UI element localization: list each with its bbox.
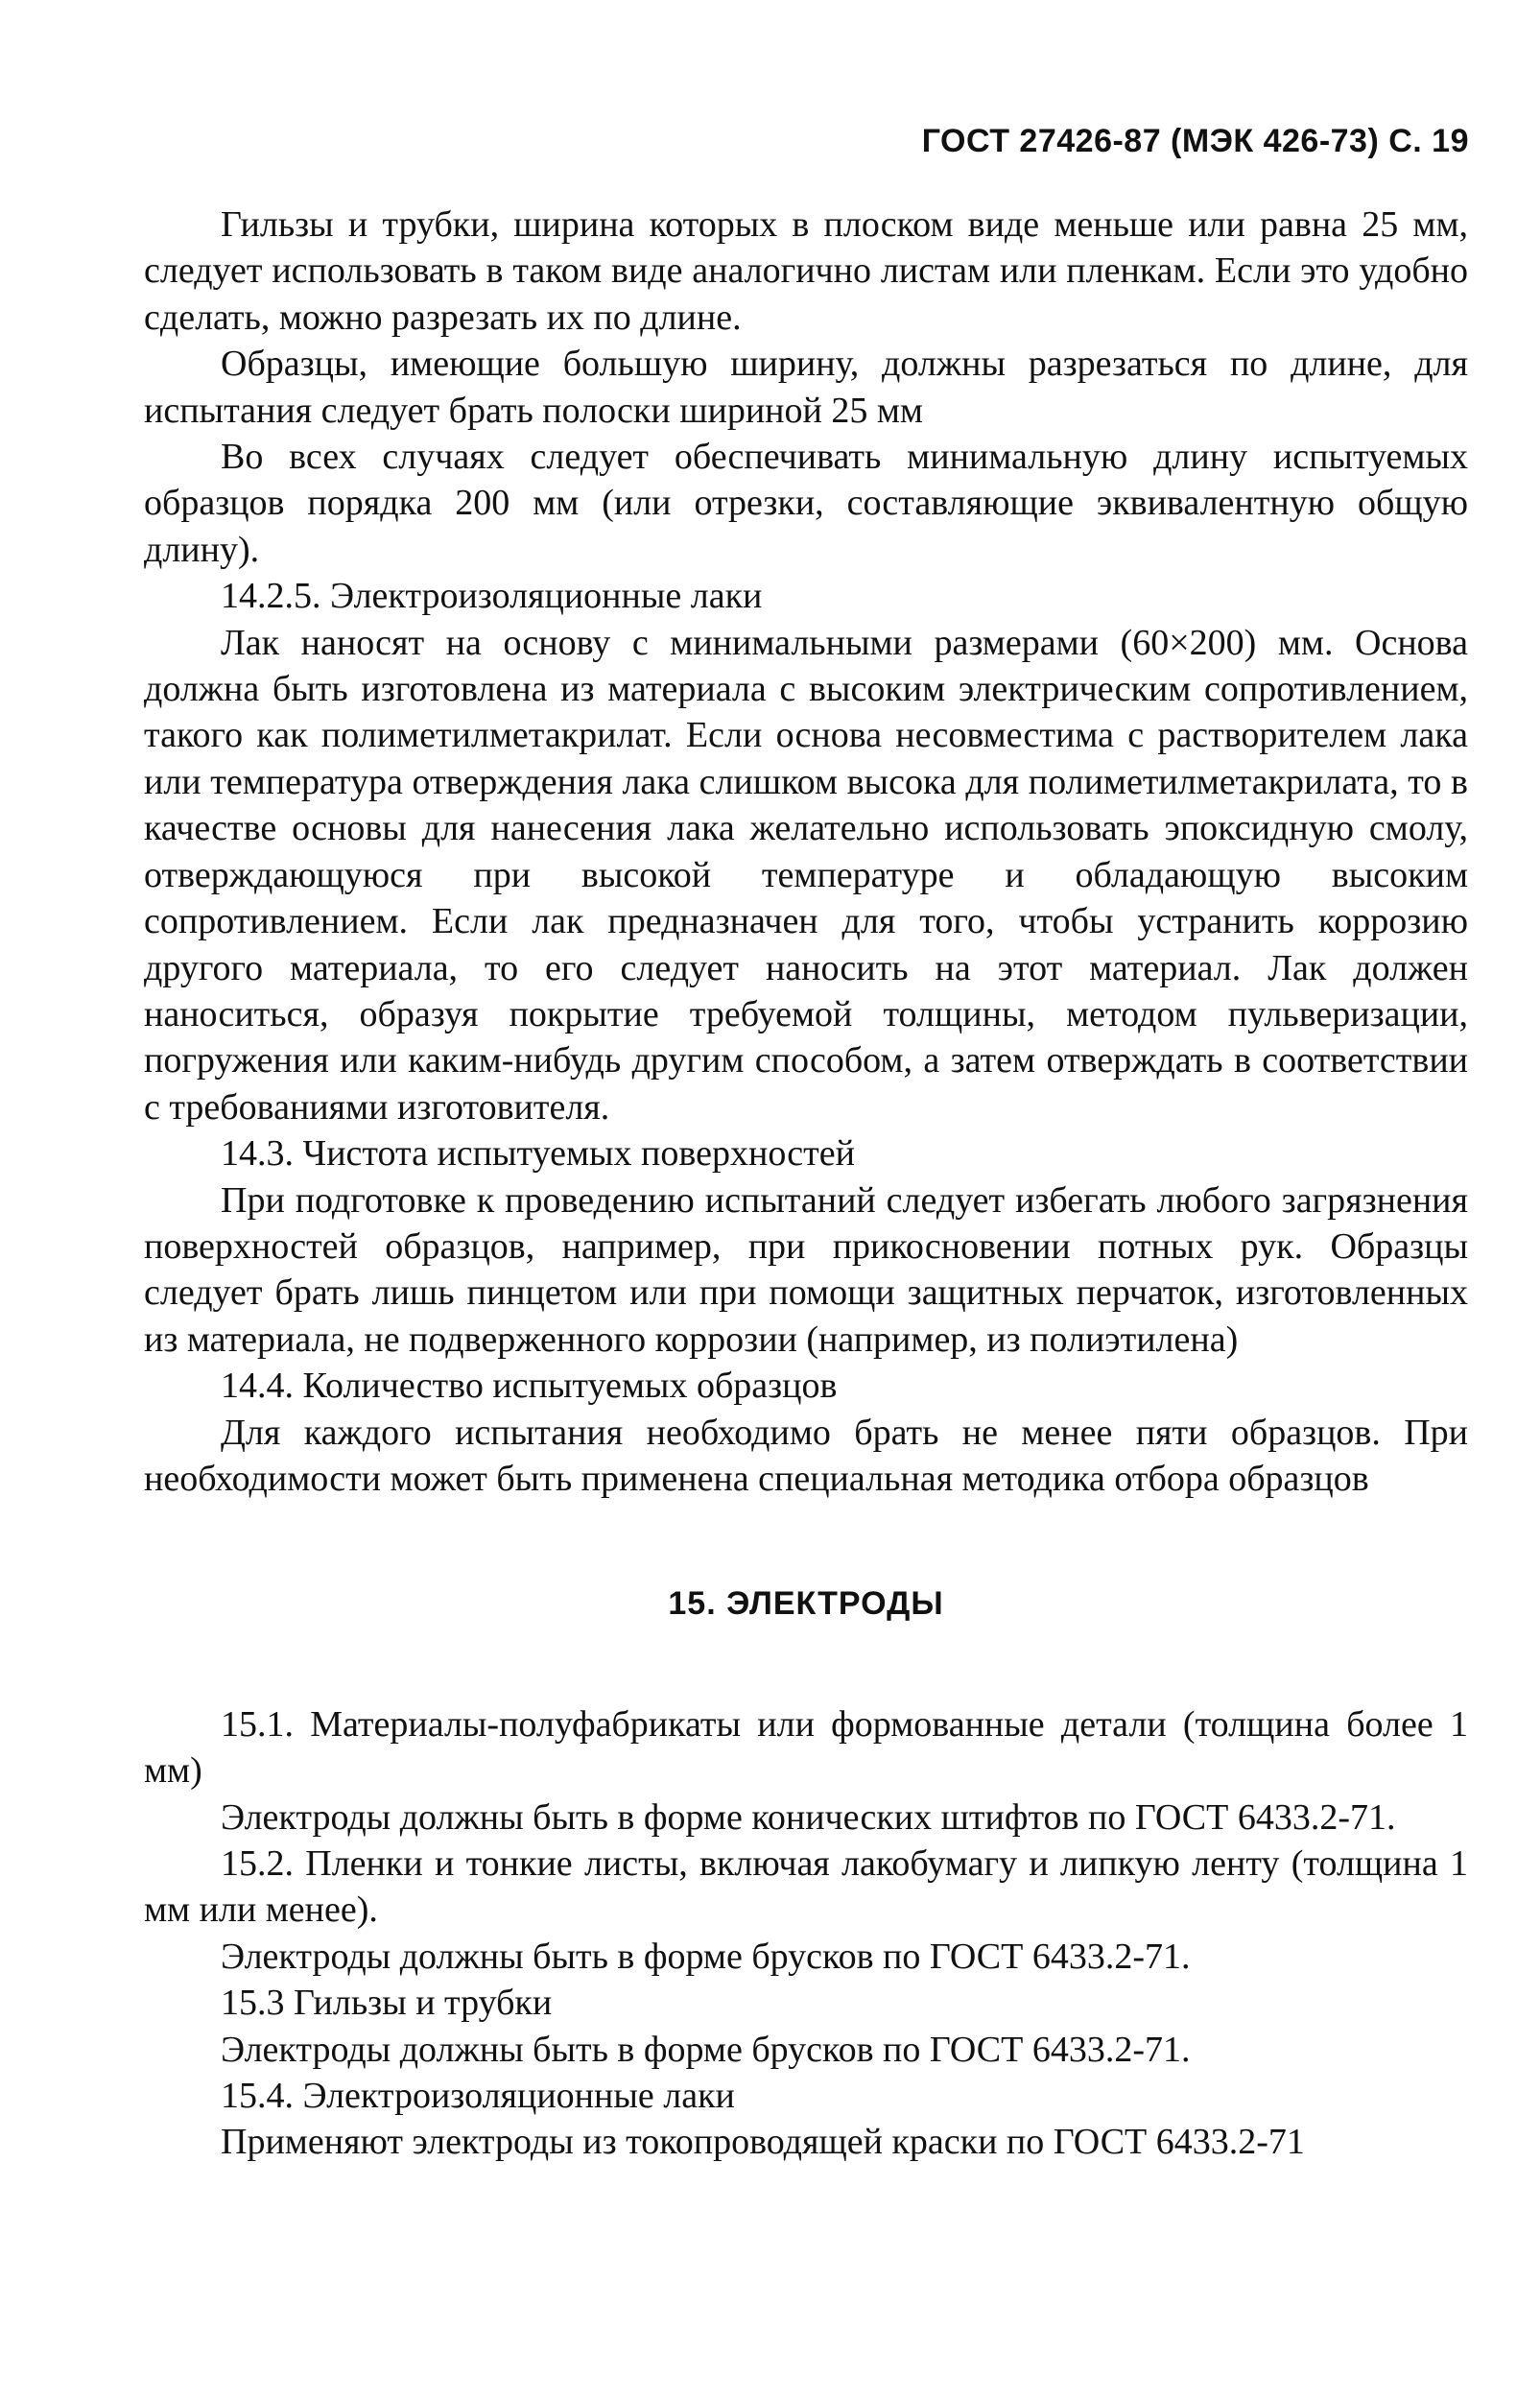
paragraph-conductive-paint: Применяют электроды из токопроводящей краски по ГОСТ 6433.2-71 [221, 2122, 1305, 2163]
paragraph-min-length: Во всех случаях следует обеспечивать минимальную длину испытуемых образцов порядка 200 мм (или отрезки, составляющие эквивалентную общую длину). [144, 437, 1468, 570]
subsection-heading-14-2-5: 14.2.5. Электроизоляционные лаки [221, 576, 763, 617]
running-head: ГОСТ 27426-87 (МЭК 426-73) С. 19 [921, 123, 1469, 159]
paragraph-conical-pins: Электроды должны быть в форме конических штифтов по ГОСТ 6433.2-71. [221, 1796, 1396, 1838]
paragraph-15-2: 15.2. Пленки и тонкие листы, включая лакобумагу и липкую ленту (толщина 1 мм или менее). [144, 1843, 1468, 1931]
subsection-heading-14-4: 14.4. Количество испытуемых образцов [221, 1366, 838, 1407]
page-body [144, 202, 1468, 2166]
paragraph-varnish-application: Лак наносят на основу с минимальными размерами (60×200) мм. Основа должна быть изготовлена из материала с высоким электрическим сопротивлением, такого как полиметилметакрилат. Если основа несовместима с растворителем лака или температура отверждения лака слишком высока для полиметилметакрилата, то в качестве основы для нанесения лака желательно использовать эпоксидную смолу, отверждающуюся при высокой температуре и обладающую высоким сопротивлением. Если лак предназначен для того, чтобы устранить коррозию другого материала, то его следует наносить на этот материал. Лак должен наноситься, образуя покрытие требуемой толщины, методом пульверизации, погружения или каким-нибудь другим способом, а затем отверждать в соответствии с требованиями изготовителя. [144, 622, 1468, 1128]
paragraph-surface-cleanliness: При подготовке к проведению испытаний следует избегать любого загрязнения поверхностей образцов, например, при прикосновении потных рук. Образцы следует брать лишь пинцетом или при помощи защитных перчаток, изготовленных из материала, не подверженного коррозии (например, из полиэтилена) [144, 1179, 1468, 1360]
paragraph-15-1: 15.1. Материалы-полуфабрикаты или формованные детали (толщина более 1 мм) [144, 1703, 1468, 1792]
paragraph-sleeves-narrow: Гильзы и трубки, ширина которых в плоском виде меньше или равна 25 мм, следует использовать в таком виде аналогично листам или пленкам. Если это удобно сделать, можно разрезать их по длине. [144, 204, 1468, 338]
paragraph-bars-15-2: Электроды должны быть в форме брусков по ГОСТ 6433.2-71. [221, 1936, 1191, 1977]
paragraph-sample-count: Для каждого испытания необходимо брать не менее пяти образцов. При необходимости может быть применена специальная методика отбора образцов [144, 1412, 1468, 1499]
paragraph-bars-15-3: Электроды должны быть в форме брусков по ГОСТ 6433.2-71. [221, 2029, 1191, 2070]
subsection-heading-15-3: 15.3 Гильзы и трубки [221, 1983, 553, 2024]
subsection-heading-14-3: 14.3. Чистота испытуемых поверхностей [221, 1133, 855, 1175]
section-title-electrodes: 15. ЭЛЕКТРОДЫ [668, 1585, 944, 1623]
subsection-heading-15-4: 15.4. Электроизоляционные лаки [221, 2076, 735, 2117]
paragraph-wide-samples: Образцы, имеющие большую ширину, должны разрезаться по длине, для испытания следует брать полоски шириной 25 мм [144, 344, 1468, 431]
